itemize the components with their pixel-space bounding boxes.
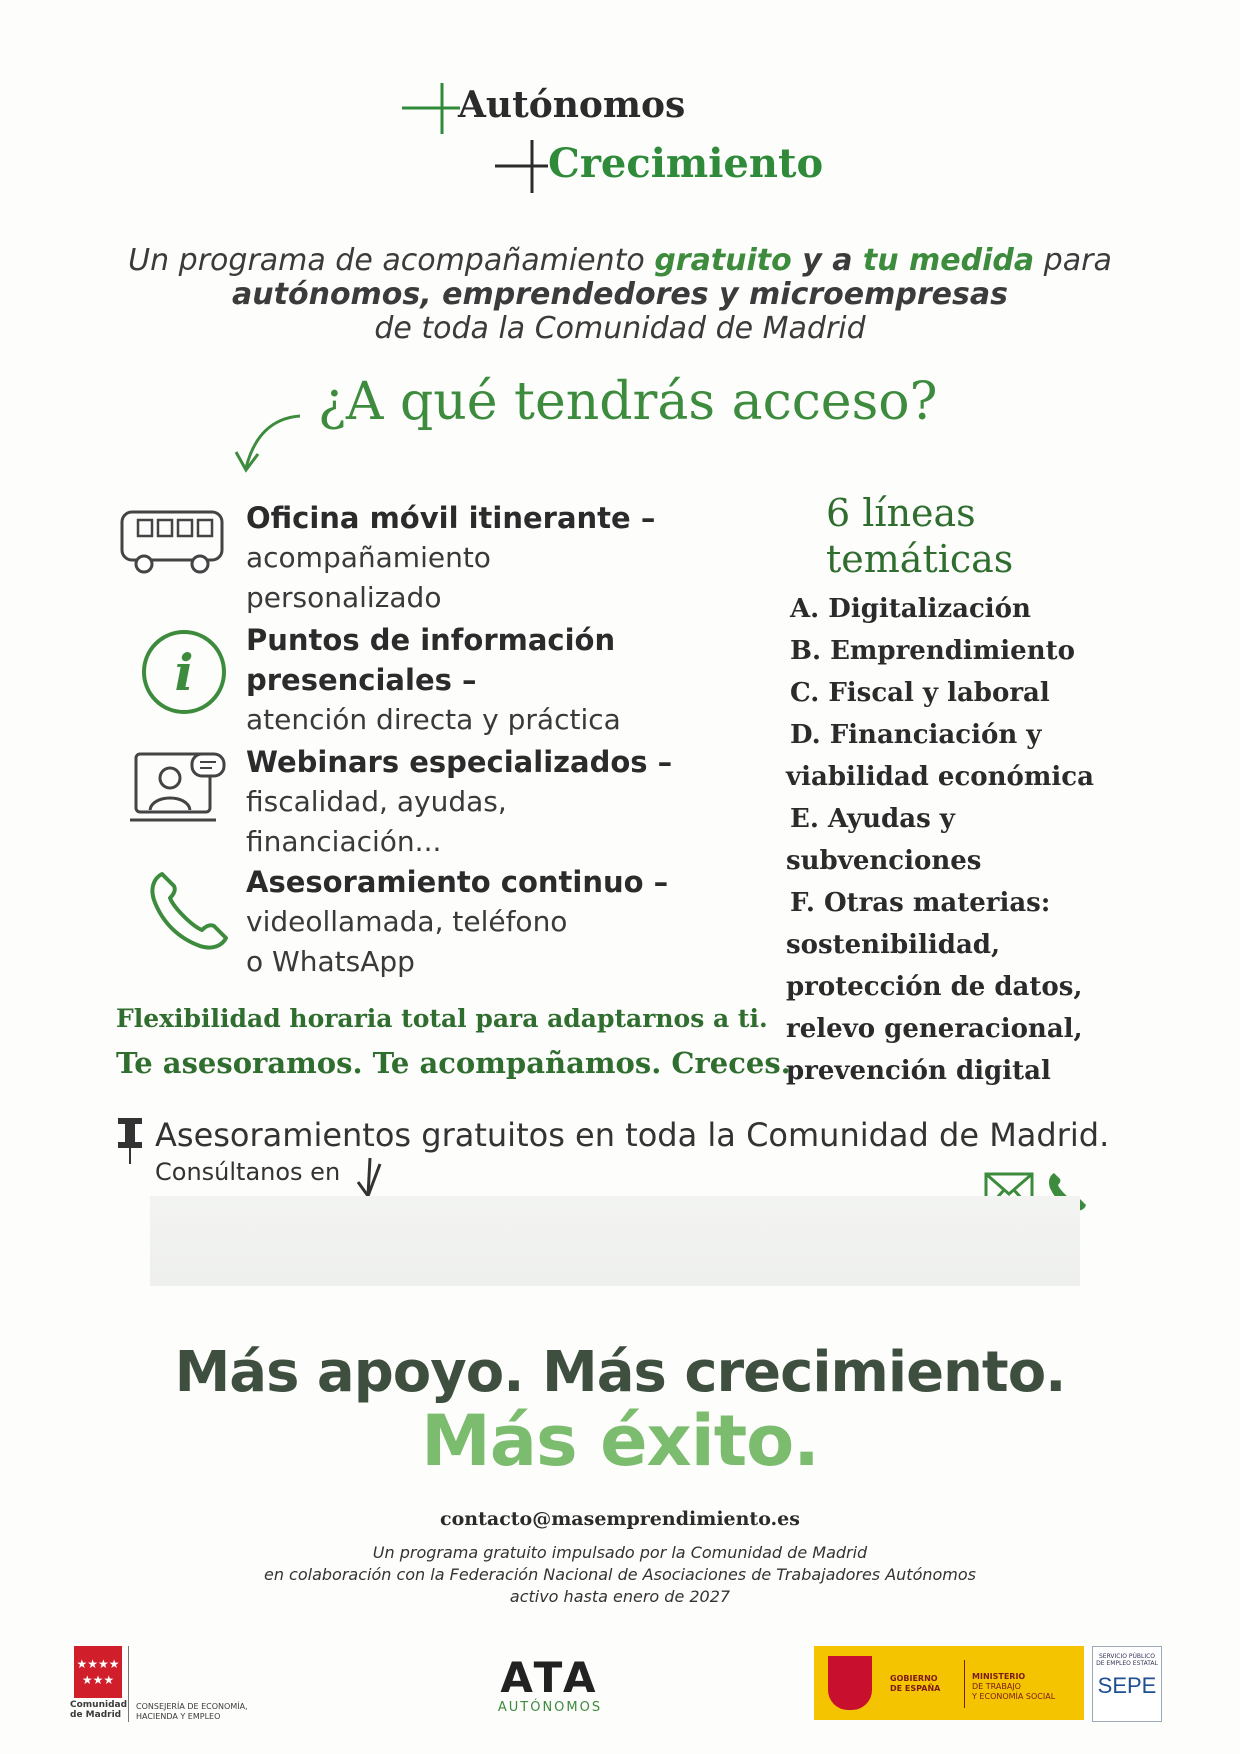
slogan-line-1: Más apoyo. Más crecimiento. [174,1340,1066,1405]
thematic-line-item: B. Emprendimiento [790,636,1075,666]
stars-icon [74,1646,122,1698]
thematic-line-item: sostenibilidad, [786,930,1001,960]
footer-text: Un programa gratuito impulsado por la Comunidad de Madrid en colaboración con la Federación Nacional de Asociaciones de Trabajadores Autónomos activo hasta enero de 2027 [263,1543,977,1606]
thematic-line-item: F. Otras materias: [790,888,1051,918]
thematic-line-item: protección de datos, [786,972,1083,1002]
cm-divider [128,1646,129,1722]
phone-icon [148,868,232,952]
intro-line-1: Un programa de acompañamiento gratuito y a tu medida para [128,243,1112,278]
thematic-line-item: A. Digitalización [790,594,1031,624]
cm-flag [74,1646,122,1698]
sepe-logo: SERVICIO PÚBLICO DE EMPLEO ESTATAL SEPE [1092,1646,1162,1722]
section-heading: ¿A qué tendrás acceso? [318,372,938,432]
thematic-line-item: prevención digital [786,1056,1051,1086]
down-arrow-icon [354,1156,384,1200]
contact-details-box [150,1196,1080,1286]
thematic-lines-title: 6 líneas temáticas [826,491,1014,581]
free-advice-text: Asesoramientos gratuitos en toda la Comunidad de Madrid. [155,1116,1110,1154]
comunidad-madrid-logo: ★★★★ ★★★ Comunidad de Madrid CONSEJERÍA DE ECONOMÍA, HACIENDA Y EMPLEO [70,1646,290,1726]
ata-logo: ATA AUTÓNOMOS [497,1653,603,1715]
logo-line-1: Autónomos [458,84,686,126]
thematic-line-item: subvenciones [786,846,982,876]
feature-continuous-advice: Asesoramiento continuo – videollamada, teléfono o WhatsApp [246,865,669,978]
svg-text:i: i [174,643,194,702]
slogan-line-2: Más éxito. [421,1400,819,1482]
thematic-line-item: relevo generacional, [786,1014,1083,1044]
thematic-line-item: viabilidad económica [786,762,1094,792]
svg-text:★★★: ★★★ [81,1673,115,1687]
feature-info-points: Puntos de información presenciales – atención directa y práctica [246,623,621,736]
feature-webinars: Webinars especializados – fiscalidad, ayudas, financiación... [246,745,673,858]
flexibility-text: Flexibilidad horaria total para adaptarnos a ti. [116,1004,768,1033]
thematic-lines-list [786,588,1094,1092]
gobierno-espana-logo: GOBIERNO DE ESPAÑA MINISTERIO DE TRABAJO Y ECONOMÍA SOCIAL [814,1646,1084,1720]
contact-email[interactable]: contacto@masemprendimiento.es [440,1508,800,1530]
thematic-line-item: D. Financiación y [790,720,1042,750]
info-icon [140,628,228,716]
webinar-icon [130,748,230,828]
logo-line-2: Crecimiento [548,140,824,187]
tagline-text: Te asesoramos. Te acompañamos. Creces. [116,1046,791,1080]
pin-icon [116,1116,146,1166]
thematic-line-item: E. Ayudas y [790,804,955,834]
curved-arrow-icon [232,408,312,478]
bus-icon [118,508,228,578]
svg-text:★★★★: ★★★★ [76,1657,120,1671]
program-logo [400,78,860,198]
consult-text: Consúltanos en [155,1158,341,1186]
gov-divider [964,1660,965,1708]
intro-text [0,244,1240,346]
feature-mobile-office: Oficina móvil itinerante – acompañamiento personalizado [246,501,656,614]
intro-line-3: de toda la Comunidad de Madrid [374,311,866,346]
intro-line-2: autónomos, emprendedores y microempresas [232,277,1008,312]
thematic-line-item: C. Fiscal y laboral [790,678,1050,708]
spain-coat-of-arms [828,1656,872,1710]
